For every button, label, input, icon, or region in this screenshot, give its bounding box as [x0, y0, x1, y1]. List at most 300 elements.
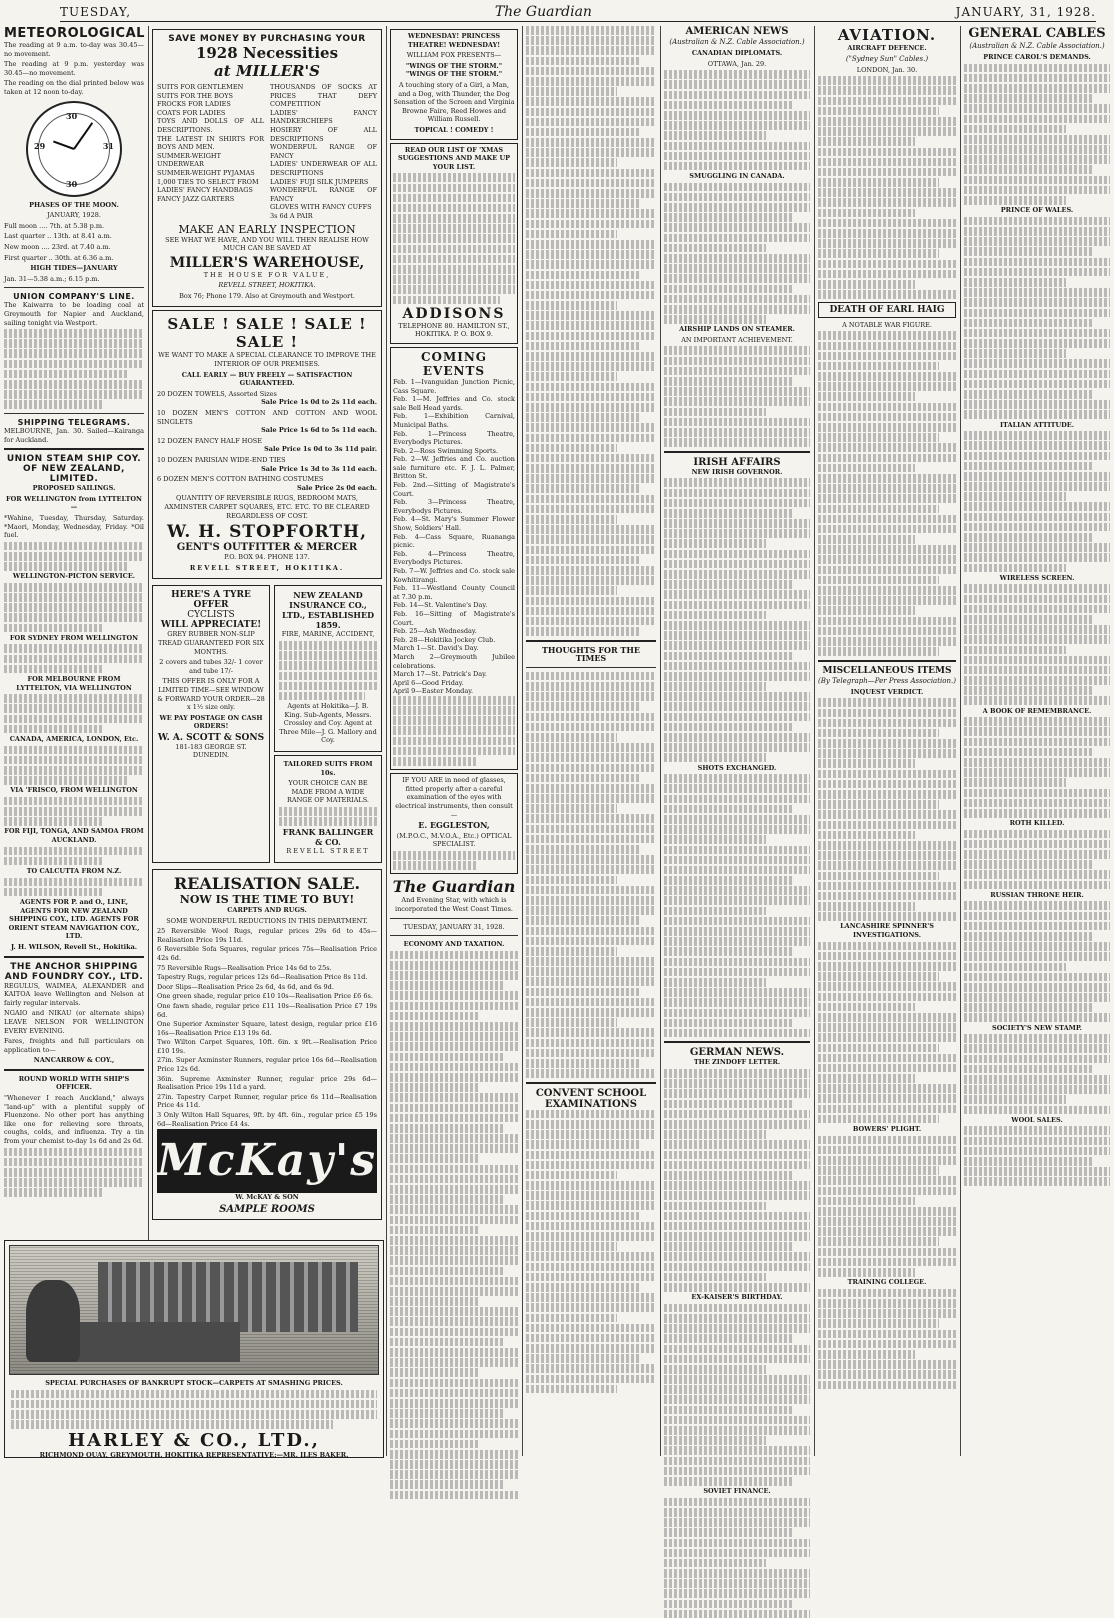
text-line	[526, 672, 656, 681]
text-line	[818, 107, 939, 116]
text-line	[664, 1436, 766, 1445]
text-line	[526, 108, 656, 117]
text-line	[664, 692, 810, 701]
text-line	[664, 203, 810, 212]
text-line	[526, 352, 656, 361]
text-line	[526, 556, 640, 565]
text-line	[964, 1147, 1110, 1156]
text-line	[526, 250, 656, 259]
text-line	[526, 535, 656, 544]
text-line	[818, 229, 956, 238]
text-line	[526, 774, 640, 783]
route-heading: FOR FIJI, TONGA, AND SAMOA FROM AUCKLAND.	[4, 827, 144, 845]
realisation-item: Two Wilton Carpet Squares, 10ft. 6in. x 9ft.—Realisation Price £10 19s.	[157, 1038, 377, 1055]
text-line	[664, 1589, 810, 1598]
text-line	[526, 189, 656, 198]
text-line	[526, 733, 617, 742]
text-line	[964, 932, 1092, 941]
text-line	[664, 162, 810, 171]
route-heading: CANADA, AMERICA, LONDON, Etc.	[9, 734, 139, 743]
meteorological-heading: METEOROLOGICAL	[4, 26, 145, 41]
text-line	[390, 1093, 518, 1102]
tides-line: Jan. 31—5.38 a.m.; 6.15 p.m.	[4, 274, 100, 283]
sale-sub: WE WANT TO MAKE A SPECIAL CLEARANCE TO IMPROVE THE INTERIOR OF OUR PREMISES.	[158, 351, 376, 369]
tyre-text: GREY RUBBER NON-SLIP TREAD GUARANTEED FOR SIX MONTHS.	[158, 630, 264, 656]
text-line	[526, 209, 656, 218]
text-line	[818, 810, 956, 819]
text-line	[390, 1460, 518, 1469]
moon-line: Full moon .... 7th. at 5.38 p.m.	[4, 221, 105, 230]
text-line	[664, 285, 792, 294]
text-line	[964, 1157, 1092, 1166]
text-line	[526, 291, 656, 300]
text-line	[818, 770, 956, 779]
text-line	[526, 586, 617, 595]
sale-item-price: Sale Price 1s 0d to 2s 11d each.	[261, 398, 377, 407]
text-line	[526, 515, 617, 524]
text-line	[664, 478, 810, 487]
text-line	[664, 1242, 792, 1251]
text-line	[664, 601, 810, 610]
text-line	[818, 1003, 915, 1012]
text-line	[964, 176, 1110, 185]
text-line	[818, 800, 939, 809]
millers-item: LADIES' FANCY HANDBAGS	[157, 186, 253, 195]
text-line	[526, 1242, 617, 1251]
text-line	[964, 349, 1066, 358]
text-line	[664, 795, 810, 804]
text-line	[964, 247, 1092, 256]
column-5	[664, 26, 810, 1496]
text-line	[964, 676, 1110, 685]
masthead-title: The Guardian	[494, 4, 592, 20]
round-world-text: "Whenever I reach Auckland," always "land-up" with a plentiful supply of Fluenzone. No other port has anything like one for relieving sore throats, coughs, colds, and influenza. Try a tin from your chemist to-day 1s 6d and 2s 6d.	[4, 1094, 144, 1146]
text-line	[818, 617, 956, 626]
text-line	[390, 1379, 518, 1388]
ballinger-choice: YOUR CHOICE CAN BE MADE FROM A WIDE RANGE OF MATERIALS.	[286, 779, 370, 805]
millers-item: HOSIERY OF ALL DESCRIPTIONS	[270, 125, 377, 143]
text-line	[818, 494, 956, 503]
text-line	[964, 605, 1110, 614]
text-line	[664, 111, 810, 120]
text-line	[964, 809, 1110, 818]
event-item: March 17—St. Patrick's Day.	[393, 670, 487, 679]
text-line	[664, 856, 810, 865]
text-line	[664, 1385, 810, 1394]
text-line	[526, 403, 656, 412]
text-line	[664, 1202, 766, 1211]
text-line	[390, 1195, 503, 1204]
text-line	[526, 804, 617, 813]
text-line	[664, 1559, 766, 1568]
tyre-limited: THIS OFFER IS ONLY FOR A LIMITED TIME—SEE WINDOW & FORWARD YOUR ORDER—28 x 1½ size only.	[157, 677, 265, 712]
princess-fox: WILLIAM FOX PRESENTS—	[406, 51, 502, 60]
subhead: INQUEST VERDICT.	[850, 687, 924, 696]
text-line	[818, 1309, 956, 1318]
text-line	[964, 952, 1110, 961]
text-line	[664, 978, 766, 987]
realisation-item: 25 Reversible Wool Rugs, regular prices 29s 6d to 45s—Realisation Price 19s 11d.	[157, 927, 377, 944]
text-line	[964, 553, 1110, 562]
text-line	[390, 961, 518, 970]
text-line	[390, 1042, 518, 1051]
text-line	[390, 1256, 518, 1265]
text-line	[818, 342, 956, 351]
text-line	[818, 892, 956, 901]
text-line	[526, 321, 656, 330]
text-line	[664, 1416, 810, 1425]
masthead-date: JANUARY, 31, 1928.	[955, 5, 1096, 19]
text-line	[526, 311, 656, 320]
text-line	[964, 850, 1110, 859]
text-line	[818, 993, 956, 1002]
text-line	[664, 753, 766, 762]
tyre-cyclists: CYCLISTS	[187, 610, 235, 621]
text-line	[664, 1457, 810, 1466]
text-line	[664, 408, 766, 417]
event-item: March 1—St. David's Day.	[393, 644, 479, 653]
text-line	[664, 1345, 810, 1354]
text-line	[818, 739, 956, 748]
text-line	[664, 80, 810, 89]
text-line	[664, 70, 810, 79]
text-line	[964, 635, 1110, 644]
moon-line: New moon .... 23rd. at 7.40 a.m.	[4, 242, 111, 251]
nz-ins-fire: FIRE, MARINE, ACCIDENT,	[281, 630, 375, 639]
text-line	[664, 1498, 810, 1507]
text-line	[664, 1610, 810, 1618]
text-line	[818, 168, 956, 177]
text-line	[664, 1477, 792, 1486]
shipping-text: MELBOURNE, Jan. 30. Sailed—Kairanga for Auckland.	[4, 427, 144, 444]
text-line	[818, 1237, 939, 1246]
sale-item-price: Sale Price 1s 3d to 3s 11d each.	[261, 464, 377, 473]
millers-item: WONDERFUL RANGE OF FANCY	[270, 186, 377, 203]
text-line	[664, 1252, 810, 1261]
nz-ins-name: NEW ZEALAND INSURANCE CO., LTD., ESTABLISHED 1859.	[281, 590, 375, 631]
text-line	[664, 1130, 766, 1139]
sale-item-price: Sale Price 1s 0d to 3s 11d pair.	[264, 445, 377, 454]
text-line	[390, 1073, 518, 1082]
text-line	[390, 1287, 518, 1296]
text-line	[818, 1054, 956, 1063]
text-line	[964, 155, 1110, 164]
masthead-day: TUESDAY,	[60, 5, 132, 19]
text-line	[964, 359, 1110, 368]
realisation-reductions: SOME WONDERFUL REDUCTIONS IN THIS DEPARTMENT.	[166, 916, 368, 925]
ballinger-addr: REVELL STREET	[286, 847, 370, 856]
text-line	[526, 998, 656, 1007]
text-line	[526, 67, 656, 76]
subhead: SOVIET FINANCE.	[703, 1487, 771, 1496]
text-line	[818, 1074, 915, 1083]
text-line	[664, 274, 810, 283]
text-line	[664, 1446, 810, 1455]
text-line	[664, 846, 810, 855]
subhead: A BOOK OF REMEMBRANCE.	[982, 706, 1092, 715]
text-line	[964, 666, 1110, 675]
text-line	[818, 627, 956, 636]
text-line	[964, 165, 1092, 174]
ballinger-name: FRANK BALLINGER & CO.	[282, 827, 374, 848]
column-rule	[960, 26, 961, 1456]
text-line	[526, 682, 656, 691]
realisation-item: Tapestry Rugs, regular prices 12s 6d—Realisation Price 8s 11d.	[157, 973, 368, 982]
text-line	[526, 423, 656, 432]
text-line	[526, 413, 640, 422]
millers-save: SAVE MONEY BY PURCHASING YOUR	[168, 34, 366, 44]
text-line	[818, 647, 939, 656]
text-line	[526, 1130, 656, 1139]
text-line	[818, 372, 956, 381]
text-line	[818, 76, 956, 85]
text-line	[526, 764, 656, 773]
subhead: ROTH KILLED.	[1009, 819, 1065, 828]
text-line	[818, 270, 956, 279]
millers-box: Box 76; Phone 179. Also at Greymouth and Westport.	[179, 291, 355, 300]
text-line	[390, 1053, 503, 1062]
text-line	[390, 971, 518, 980]
route-heading: FOR MELBOURNE FROM LYTTELTON, VIA WELLINGTON	[16, 675, 132, 692]
text-line	[664, 264, 810, 273]
sydney-sun: ("Sydney Sun" Cables.)	[845, 54, 929, 63]
text-line	[818, 1289, 956, 1298]
sale-item-name: 12 DOZEN FANCY HALF HOSE	[157, 436, 262, 445]
text-line	[818, 290, 956, 299]
text-line	[964, 1055, 1110, 1064]
event-item: Feb. 2nd.—Sitting of Magistrate's Court.	[393, 481, 515, 498]
text-line	[526, 825, 656, 834]
text-line	[526, 1008, 656, 1017]
text-line	[664, 357, 810, 366]
text-line	[664, 947, 792, 956]
text-line	[526, 36, 656, 45]
text-line	[664, 835, 766, 844]
column-7	[964, 26, 1110, 1456]
text-line	[964, 656, 1110, 665]
text-line	[818, 596, 956, 605]
event-item: Feb. 28—Hokitika Jockey Club.	[393, 635, 496, 644]
text-line	[526, 927, 656, 936]
text-line	[818, 433, 939, 442]
guardian-title: The Guardian	[392, 877, 516, 897]
met-line: The reading on the dial printed below was taken at 12 noon to-day.	[4, 79, 144, 96]
text-line	[818, 117, 956, 126]
text-line	[664, 183, 810, 192]
text-line	[964, 738, 1110, 747]
text-line	[964, 472, 1110, 481]
text-line	[526, 1018, 617, 1027]
stopforth-gents: GENT'S OUTFITTER & MERCER	[176, 542, 358, 554]
coming-events-box	[390, 347, 518, 770]
editorial-heading: ECONOMY AND TAXATION.	[403, 940, 505, 949]
text-line	[664, 519, 810, 528]
text-line	[818, 86, 956, 95]
subhead: WOOL SALES.	[1011, 1115, 1063, 1124]
text-line	[526, 1222, 656, 1231]
text-line	[526, 220, 656, 229]
text-line	[964, 1075, 1110, 1084]
text-line	[664, 387, 810, 396]
text-line	[818, 188, 956, 197]
cable-assoc: (Australian & N.Z. Cable Association.)	[669, 38, 805, 46]
text-line	[390, 1104, 518, 1113]
text-line	[526, 1059, 640, 1068]
text-line	[818, 362, 939, 371]
millers-item: GLOVES WITH FANCY CUFFS	[270, 203, 372, 212]
text-line	[664, 927, 810, 936]
sale-item	[157, 456, 377, 473]
text-line	[664, 560, 810, 569]
text-line	[664, 213, 792, 222]
millers-necessities: 1928 Necessities	[195, 44, 339, 62]
sale-item-name: 6 DOZEN MEN'S COTTON BATHING COSTUMES	[157, 475, 324, 484]
sale-item	[157, 475, 377, 492]
text-line	[964, 830, 1110, 839]
text-line	[818, 260, 956, 269]
text-line	[818, 1381, 956, 1390]
column-rule	[386, 26, 387, 1456]
text-line	[526, 1364, 656, 1373]
text-line	[390, 1440, 480, 1449]
text-line	[664, 223, 810, 232]
mckay-logo: McKay's	[157, 1129, 377, 1193]
text-line	[390, 1185, 518, 1194]
text-line	[526, 281, 656, 290]
text-line	[664, 1600, 792, 1609]
text-line	[818, 280, 915, 289]
text-line	[664, 672, 810, 681]
princess-sub: A touching story of a Girl, a Man, and a Dog, with Thunder, the Dog Sensation of the Screen and Virginia Browne Faire, Reed Howes and William Russell.	[393, 80, 515, 124]
guardian-sub: And Evening Star, with which is incorporated the West Coast Times.	[395, 896, 513, 913]
subhead: TRAINING COLLEGE.	[847, 1278, 927, 1287]
text-line	[964, 1044, 1110, 1053]
subhead: WIRELESS SCREEN.	[999, 573, 1075, 582]
text-line	[526, 1181, 656, 1190]
text-line	[526, 1039, 656, 1048]
text-line	[390, 1399, 518, 1408]
text-line	[664, 1140, 810, 1149]
text-line	[526, 896, 656, 905]
text-line	[526, 1385, 617, 1394]
text-line	[526, 342, 640, 351]
haig-heading: DEATH OF EARL HAIG	[829, 304, 945, 315]
text-line	[390, 1246, 518, 1255]
text-line	[964, 1034, 1110, 1043]
text-line	[818, 1319, 939, 1328]
text-line	[964, 1137, 1110, 1146]
text-line	[526, 906, 656, 915]
text-line	[964, 104, 1110, 113]
subhead: BOWERS' PLIGHT.	[852, 1125, 922, 1133]
text-line	[664, 805, 792, 814]
event-item: Feb. 1—Exhibition Carnival, Municipal Baths.	[393, 412, 515, 429]
text-line	[964, 881, 1110, 890]
text-line	[964, 523, 1110, 532]
text-line	[818, 454, 956, 463]
column-3	[390, 26, 518, 1456]
text-line	[818, 249, 939, 258]
anchor-text: Fares, freights and full particulars on application to—	[4, 1037, 144, 1054]
anchor-agent: NANCARROW & COY.,	[33, 1056, 115, 1065]
text-line	[818, 545, 956, 554]
text-line	[390, 1154, 480, 1163]
text-line	[964, 595, 1110, 604]
text-line	[818, 790, 956, 799]
subhead: LANCASHIRE SPINNER'S INVESTIGATIONS.	[840, 922, 934, 940]
text-line	[818, 902, 915, 911]
text-line	[818, 331, 956, 340]
subhead: SHOTS EXCHANGED.	[697, 763, 777, 772]
text-line	[390, 1480, 503, 1489]
text-line	[664, 631, 810, 640]
text-line	[664, 397, 810, 406]
text-line	[664, 580, 792, 589]
sale-item-price: Sale Price 1s 6d to 5s 11d each.	[261, 426, 377, 435]
text-line	[664, 142, 810, 151]
text-line	[664, 590, 810, 599]
text-line	[964, 727, 1110, 736]
text-line	[964, 319, 1092, 328]
ballinger-tailored: TAILORED SUITS FROM 10s.	[283, 760, 373, 777]
text-line	[818, 872, 939, 881]
event-item: Feb. 1—Princess Theatre, Everybodys Pictures.	[393, 429, 515, 447]
text-line	[664, 998, 810, 1007]
column-rule	[814, 26, 815, 1456]
text-line	[664, 1395, 810, 1404]
text-line	[526, 576, 656, 585]
text-line	[664, 1110, 810, 1119]
realisation-item: 6 Reversible Sofa Squares, regular prices 75s—Realisation Price 42s 6d.	[157, 945, 377, 962]
text-line	[390, 1277, 518, 1286]
millers-item: LADIES' FANCY HANDKERCHIEFS	[270, 108, 377, 126]
text-line	[664, 1069, 810, 1078]
text-line	[526, 967, 656, 976]
mckay-sample: SAMPLE ROOMS	[219, 1203, 315, 1215]
text-line	[526, 444, 617, 453]
text-line	[664, 1283, 810, 1292]
text-line	[664, 815, 810, 824]
subhead: EX-KAISER'S BIRTHDAY.	[691, 1293, 783, 1302]
text-line	[964, 380, 1110, 389]
princess-wings: "WINGS OF THE STORM." "WINGS OF THE STORM."	[405, 61, 503, 79]
realisation-carpets: CARPETS AND RUGS.	[227, 905, 307, 914]
text-line	[964, 329, 1110, 338]
text-line	[664, 509, 792, 518]
text-line	[818, 535, 915, 544]
round-world-heading: ROUND WORLD WITH SHIP'S OFFICER.	[18, 1074, 130, 1092]
text-line	[664, 315, 766, 324]
nz-insurance-ad	[274, 585, 382, 752]
text-line	[664, 1528, 792, 1537]
text-line	[964, 431, 1110, 440]
cable-assoc: (Australian & N.Z. Cable Association.)	[969, 42, 1105, 50]
text-line	[964, 64, 1110, 73]
dateline: LONDON, Jan. 30.	[856, 65, 918, 74]
event-item: April 6—Good Friday.	[393, 678, 464, 687]
text-line	[664, 193, 810, 202]
text-line	[964, 125, 1066, 134]
text-line	[390, 1450, 518, 1459]
text-line	[964, 309, 1110, 318]
text-line	[964, 258, 1110, 267]
text-line	[390, 1368, 480, 1377]
met-line: The reading at 9 p.m. yesterday was 30.45—no movement.	[4, 60, 144, 77]
american-heading: AMERICAN NEWS	[685, 26, 789, 37]
sale-item	[157, 437, 377, 454]
misc-heading: MISCELLANEOUS ITEMS	[822, 665, 952, 676]
realisation-item: One Superior Axminster Square, latest design, regular price £16 16s—Realisation Price £13 19s 6d.	[157, 1020, 377, 1037]
